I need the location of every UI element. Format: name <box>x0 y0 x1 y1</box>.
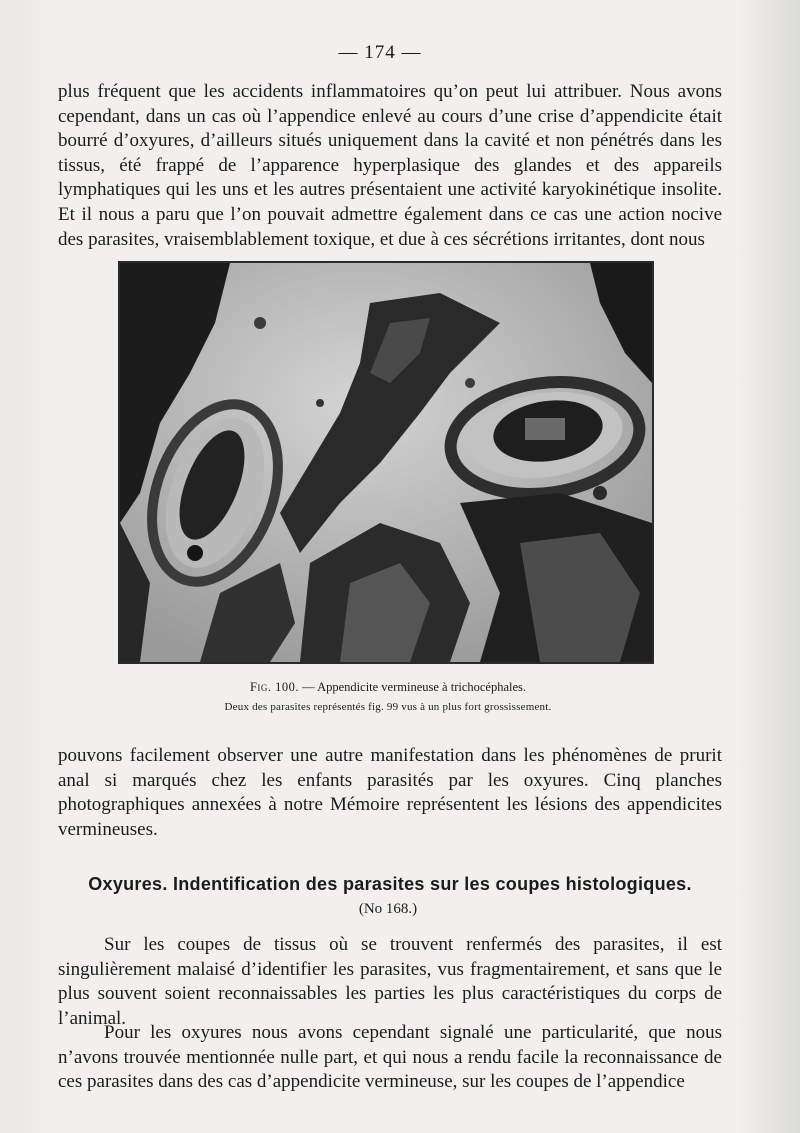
paragraph-3: Sur les coupes de tissus où se trouvent renfermés des parasites, il est singulièrement malaisé d’identifier les parasites, vus fragmentairement, et sans que le plus souvent soient reconnaissables les parties les plus caractéristiques du corps de l’animal. <box>58 934 722 1029</box>
micrograph-figure <box>118 261 654 664</box>
paragraph-1: plus fréquent que les accidents inflammatoires qu’on peut lui attribuer. Nous avons cependant, dans un cas où l’appendice enlevé au cours d’une crise d’appendicite était bourré d’oxyures, d’ailleurs situés uniquement dans la cavité et non pénétrés dans les tissus, été frappé de l’apparence hyperplasique des glandes et des appareils lymphatiques qui les uns et les autres présentaient une activité karyokinétique insolite. Et il nous a paru que l’on pouvait admettre également dans ce cas une action nocive des parasites, vraisemblablement toxique, et due à ces sécrétions irritantes, dont nous <box>58 81 722 250</box>
figure-subcaption: Deux des parasites représentés fig. 99 vus à un plus fort grossissement. <box>224 701 552 713</box>
figure-label: Fig. 100. <box>249 680 300 694</box>
paragraph-2: pouvons facilement observer une autre manifestation dans les phénomènes de prurit anal si marqués chez les enfants parasités par les oxyures. Cinq planches photographiques annexées à notre Mémoire représentent les lésions des appendicites vermineuses. <box>58 745 722 840</box>
section-reference: (No 168.) <box>358 901 418 917</box>
figure-caption <box>0 680 776 695</box>
figure-title: — Appendicite vermineuse à trichocéphales. <box>302 680 527 694</box>
section-title: Oxyures. Indentification des parasites sur les coupes histologiques. <box>88 874 692 894</box>
page-number: — 174 — <box>338 42 422 63</box>
paragraph-4: Pour les oxyures nous avons cependant signalé une particularité, que nous n’avons trouvée mentionnée nulle part, et qui nous a rendu facile la reconnaissance de ces parasites dans des cas d’appendicite vermineuse, sur les coupes de l’appendice <box>58 1022 722 1093</box>
